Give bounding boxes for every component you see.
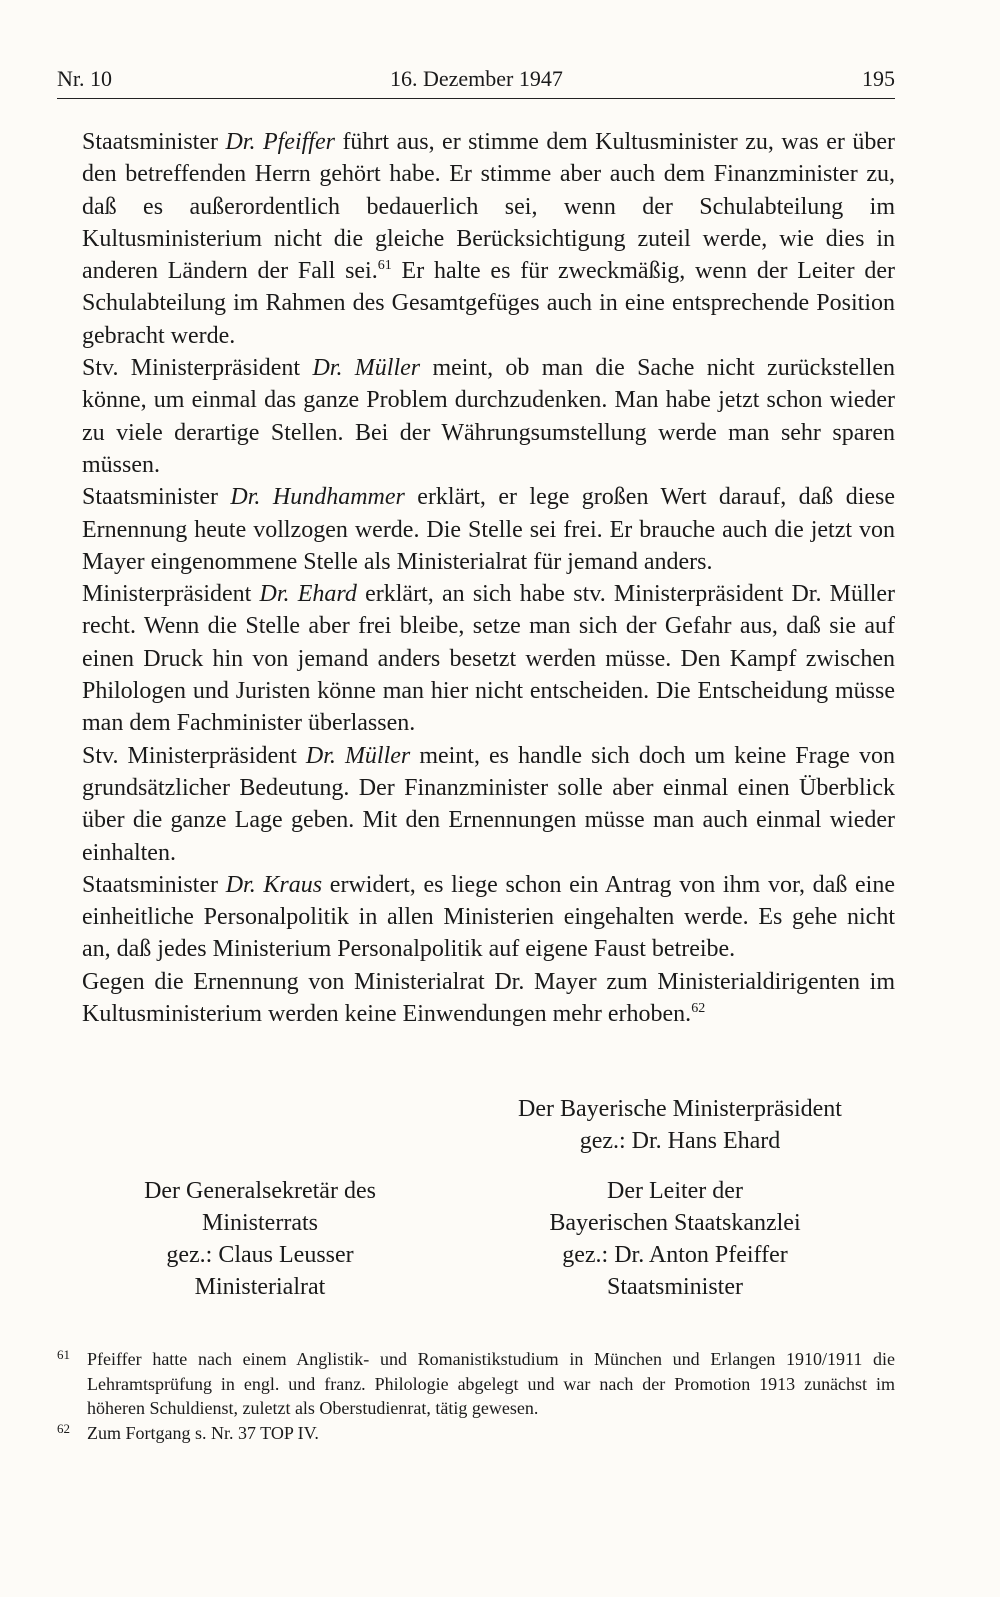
footnote [57, 1421, 895, 1446]
footnote-ref: 62 [691, 1001, 706, 1017]
footnote [57, 1347, 895, 1421]
paragraph: Stv. Ministerpräsident Dr. Müller meint, ob man die Sache nicht zurückstellen könne, um einmal das ganze Problem durchzudenken. Man habe jetzt schon wieder zu viele derartige Stellen. Bei der Währungsumstellung werde man sehr sparen müssen. [82, 355, 895, 478]
speaker-name: Dr. Müller [305, 742, 411, 769]
paragraph: Stv. Ministerpräsident Dr. Müller meint, es handle sich doch um keine Frage von grundsätzlicher Bedeutung. Der Finanzminister solle aber einmal einen Überblick über die ganze Lage geben. Mit den Ernennungen müsse man auch einmal wieder einhalten. [82, 742, 895, 866]
main-text [82, 126, 895, 1030]
speaker-name: Dr. Müller [312, 355, 421, 382]
footnote-text: Zum Fortgang s. Nr. 37 TOP IV. [87, 1422, 319, 1443]
paragraph: Staatsminister Dr. Kraus erwidert, es liege schon ein Antrag von ihm vor, daß eine einheitliche Personalpolitik in allen Ministerien eingehalten werde. Es gehe nicht an, daß jedes Ministerium Personalpolitik auf eigene Faust betreibe. [82, 871, 896, 963]
footnote-ref: 61 [377, 258, 392, 274]
signature-general-secretary: Der Generalsekretär des Ministerrats gez.: Claus Leusser Ministerialrat [144, 1178, 376, 1300]
footnotes [57, 1347, 895, 1445]
paragraph: Gegen die Ernennung von Ministerialrat Dr. Mayer zum Ministerialdirigenten im Kultusministerium werden keine Einwendungen mehr erhoben.$^{62}$ [82, 968, 895, 1028]
speaker-name: Dr. Ehard [259, 581, 357, 608]
paragraph: Staatsminister Dr. Pfeiffer führt aus, er stimme dem Kultusminister zu, was er über den betreffenden Herrn gehört habe. Er stimme aber auch dem Finanzminister zu, daß es außerordentlich bedauerlich sei, wenn der Schulabteilung im Kultusministerium nicht die gleiche Berücksichtigung zuteil werde, wie dies in anderen Ländern der Fall sei.$^{61}$ Er halte es für zweckmäßig, wenn der Leiter der Schulabteilung im Rahmen des Gesamtgefüges auch in eine entsprechende Position gebracht werde. [82, 129, 895, 349]
footnote-number: 61 [57, 1347, 70, 1362]
signature-minister-president: Der Bayerische Ministerpräsident gez.: Dr. Hans Ehard [518, 1096, 842, 1154]
document-date: 16. Dezember 1947 [390, 66, 563, 91]
footnote-text: Pfeiffer hatte nach einem Anglistik- und Romanistikstudium in München und Erlangen 1910/1911 die Lehramtsprüfung in engl. und franz. Philologie abgelegt und war nach der Promotion 1913 zunächst im höheren Schuldienst, zuletzt als Oberstudienrat, tätig gewesen. [87, 1349, 895, 1418]
document-number: Nr. 10 [57, 66, 112, 91]
page-number: 195 [862, 66, 895, 91]
page-header [57, 60, 895, 99]
footnote-number: 62 [57, 1420, 70, 1436]
paragraph: Ministerpräsident Dr. Ehard erklärt, an sich habe stv. Ministerpräsident Dr. Müller recht. Wenn die Stelle aber frei bleibe, setze man sich der Gefahr aus, daß sie auf einen Druck hin von jemand anders besetzt werden müsse. Den Kampf zwischen Philologen und Juristen könne man hier nicht entscheiden. Die Entscheidung müsse man dem Fachminister überlassen. [82, 581, 896, 737]
speaker-name: Dr. Pfeiffer [225, 129, 335, 155]
paragraph: Staatsminister Dr. Hundhammer erklärt, er lege großen Wert darauf, daß diese Ernennung heute vollzogen werde. Die Stelle sei frei. Er brauche auch die jetzt von Mayer eingenommene Stelle als Ministerialrat für jemand anders. [82, 484, 896, 575]
speaker-name: Dr. Kraus [225, 871, 323, 898]
signature-chancellery-head: Der Leiter der Bayerischen Staatskanzlei gez.: Dr. Anton Pfeiffer Staatsminister [549, 1178, 801, 1300]
speaker-name: Dr. Hundhammer [230, 484, 405, 511]
